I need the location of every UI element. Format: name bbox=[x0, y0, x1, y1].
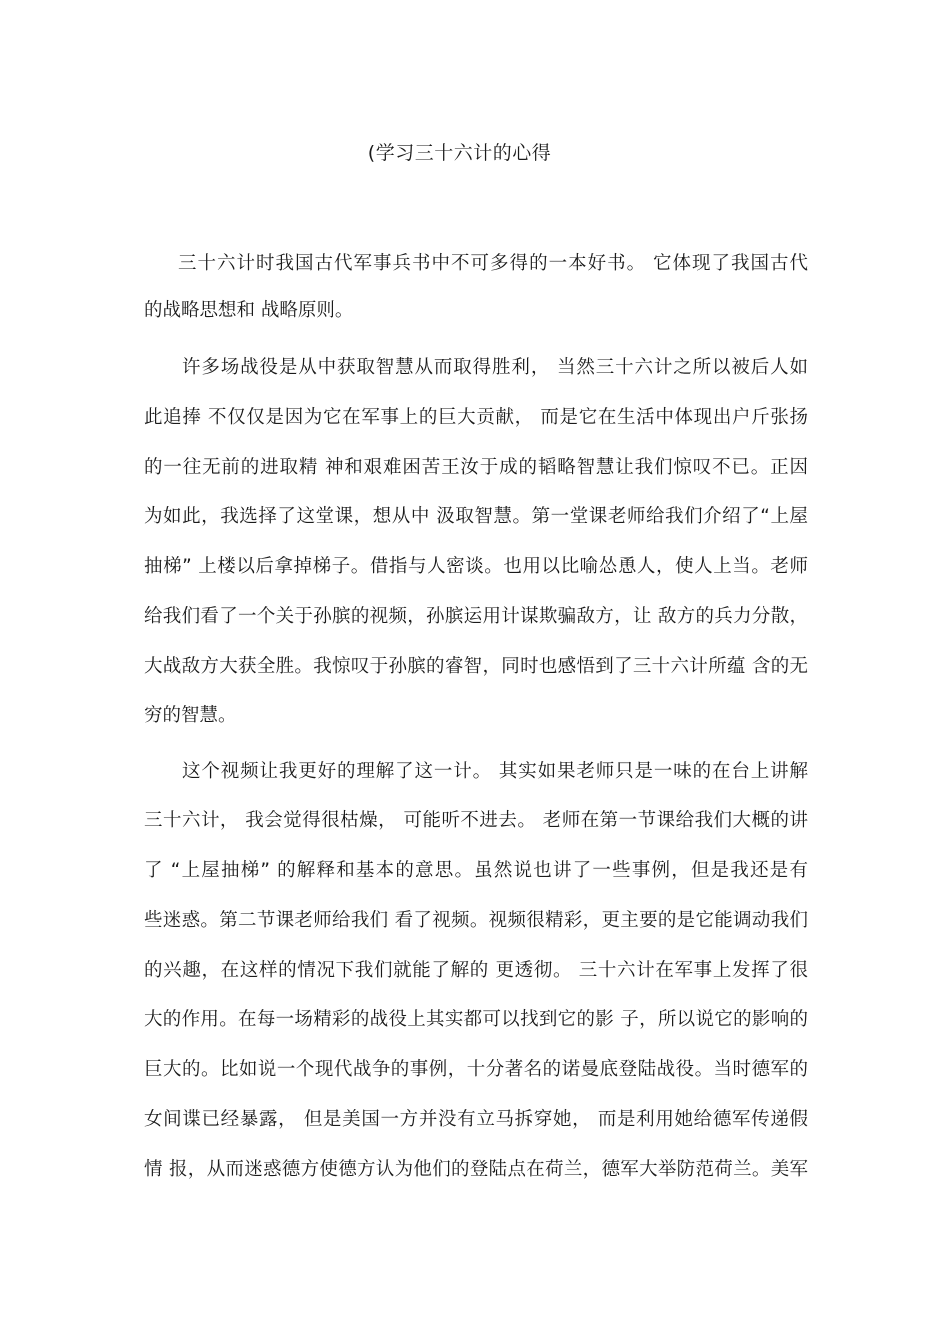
paragraph-3-line-9: 情 报，从而迷惑德方使德方认为他们的登陆点在荷兰，德军大举防范荷兰。美军 bbox=[144, 1159, 808, 1180]
paragraph-3-line-8: 女间谍已经暴露， 但是美国一方并没有立马拆穿她， 而是利用她给德军传递假 bbox=[144, 1109, 808, 1130]
paragraph-3-line-6: 大的作用。在每一场精彩的战役上其实都可以找到它的影 子，所以说它的影响的 bbox=[144, 1009, 808, 1030]
paragraph-3-line-1: 这个视频让我更好的理解了这一计。 其实如果老师只是一味的在台上讲解 bbox=[182, 761, 808, 782]
paragraph-2-line-7: 大战敌方大获全胜。我惊叹于孙膑的睿智，同时也感悟到了三十六计所蕴 含的无 bbox=[144, 656, 808, 677]
paragraph-2-line-1: 许多场战役是从中获取智慧从而取得胜利， 当然三十六计之所以被后人如 bbox=[182, 357, 808, 378]
paragraph-2-line-3: 的一往无前的进取精 神和艰难困苦王汝于成的韬略智慧让我们惊叹不已。正因 bbox=[144, 457, 808, 478]
paragraph-2-line-2: 此追捧 不仅仅是因为它在军事上的巨大贡献， 而是它在生活中体现出户斤张扬 bbox=[144, 407, 808, 428]
paragraph-1-line-2: 的战略思想和 战略原则。 bbox=[144, 300, 354, 321]
paragraph-2-line-4: 为如此，我选择了这堂课，想从中 汲取智慧。第一堂课老师给我们介绍了“上屋 bbox=[144, 506, 808, 527]
paragraph-1-line-1: 三十六计时我国古代军事兵书中不可多得的一本好书。 它体现了我国古代 bbox=[178, 253, 808, 274]
paragraph-3-line-2: 三十六计， 我会觉得很枯燥， 可能听不进去。 老师在第一节课给我们大概的讲 bbox=[144, 810, 808, 831]
paragraph-3-line-4: 些迷惑。第二节课老师给我们 看了视频。视频很精彩，更主要的是它能调动我们 bbox=[144, 910, 808, 931]
paragraph-3-line-5: 的兴趣，在这样的情况下我们就能了解的 更透彻。 三十六计在军事上发挥了很 bbox=[144, 960, 808, 981]
paragraph-3-line-7: 巨大的。比如说一个现代战争的事例，十分著名的诺曼底登陆战役。当时德军的 bbox=[144, 1059, 808, 1080]
paragraph-2-line-5: 抽梯” 上楼以后拿掉梯子。借指与人密谈。也用以比喻怂恿人，使人上当。老师 bbox=[144, 556, 808, 577]
paragraph-3-line-3: 了 “上屋抽梯” 的解释和基本的意思。虽然说也讲了一些事例，但是我还是有 bbox=[144, 860, 808, 881]
document-title: (学习三十六计的心得 bbox=[367, 142, 552, 164]
paragraph-2-line-8: 穷的智慧。 bbox=[144, 705, 237, 726]
paragraph-2-line-6: 给我们看了一个关于孙膑的视频，孙膑运用计谋欺骗敌方，让 敌方的兵力分散， bbox=[144, 606, 808, 627]
